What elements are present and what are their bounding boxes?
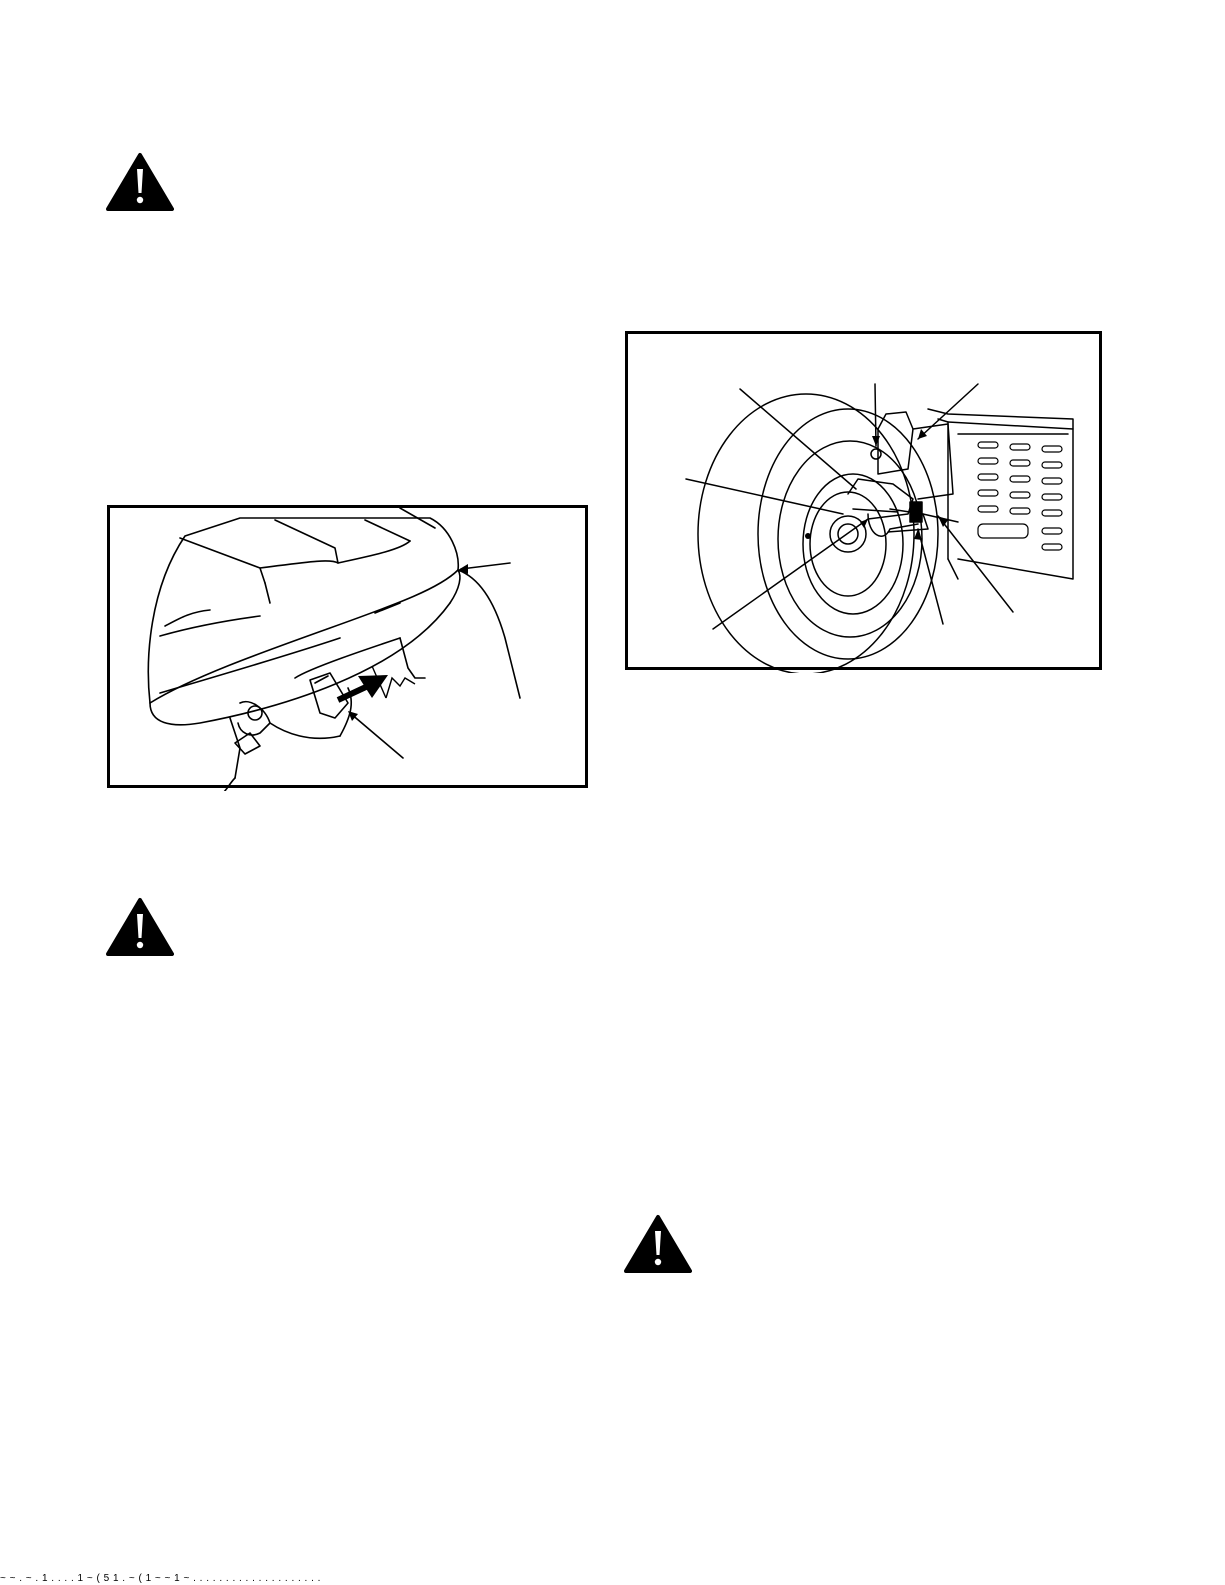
warning-triangle-icon: [106, 152, 174, 212]
hood-latch-figure: [107, 505, 588, 788]
warning-triangle-icon: [624, 1214, 692, 1274]
front-wheel-axle-figure: [625, 331, 1102, 670]
warning-triangle-icon: [106, 897, 174, 957]
footer-text: ~ ~ . ~ . 1 . . . . 1 ~ ( 5 1 . ~ ( 1 ~ ~ 1 ~ . . . . . . . . . . . . . . . . . . . .: [0, 1573, 321, 1584]
